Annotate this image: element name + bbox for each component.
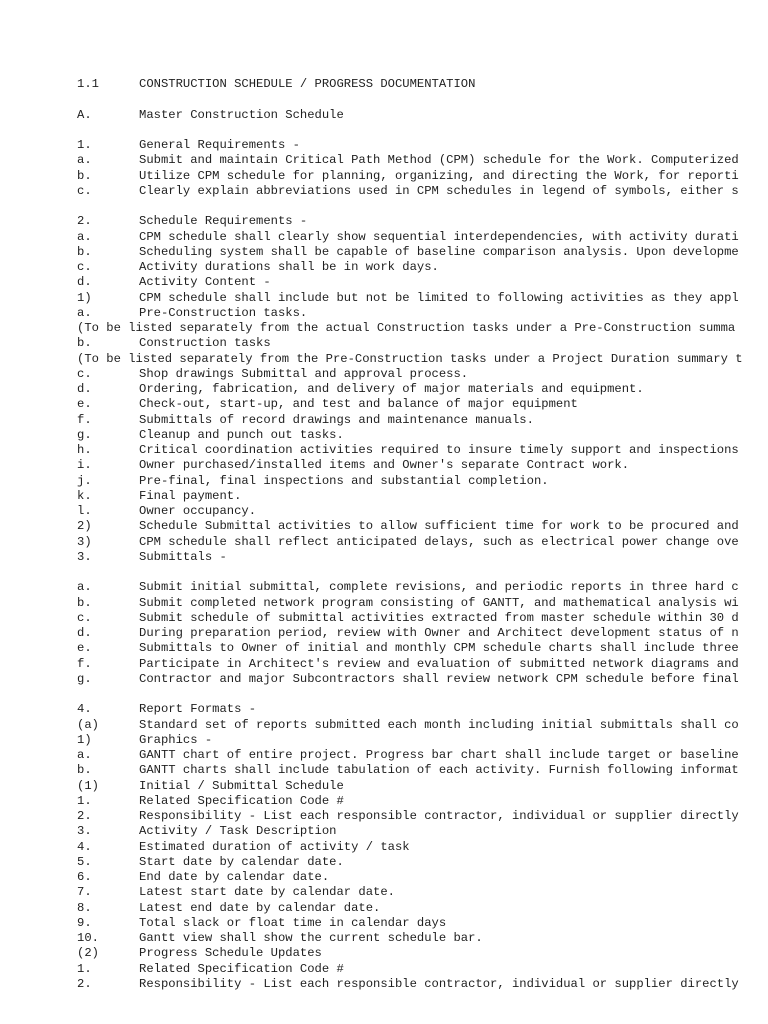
item-text: Responsibility - List each responsible contractor, individual or supplier directly <box>139 809 739 823</box>
item-text: Report Formats - <box>139 702 257 717</box>
document-line <box>0 718 768 733</box>
item-text: Cleanup and punch out tasks. <box>139 427 344 442</box>
item-label: 4. <box>77 702 92 717</box>
item-text: CONSTRUCTION SCHEDULE / PROGRESS DOCUMENTATION <box>139 77 476 91</box>
document-line <box>0 519 768 534</box>
item-text: Standard set of reports submitted each month including initial submittals shall co <box>139 717 739 732</box>
document-line <box>0 611 768 626</box>
document-line <box>0 672 768 687</box>
item-text: Owner occupancy. <box>139 504 257 518</box>
item-text: Pre-Construction tasks. <box>139 305 308 320</box>
document-line <box>0 458 768 473</box>
document-line <box>0 916 768 931</box>
document-line <box>0 931 768 946</box>
item-label: c. <box>77 260 92 274</box>
item-label: b. <box>77 763 92 778</box>
document-line <box>0 748 768 763</box>
item-label: 8. <box>77 900 92 915</box>
blank-line <box>0 687 768 702</box>
item-text: Latest end date by calendar date. <box>139 900 381 915</box>
item-label: g. <box>77 671 92 686</box>
item-label: a. <box>77 229 92 244</box>
item-label: d. <box>77 275 92 290</box>
item-text: Submittals of record drawings and maintenance manuals. <box>139 412 534 427</box>
item-text: Total slack or float time in calendar days <box>139 915 447 930</box>
document-line <box>0 779 768 794</box>
item-label: a. <box>77 580 92 595</box>
document-line <box>0 626 768 641</box>
item-text: Schedule Requirements - <box>139 214 308 229</box>
item-label: 2. <box>77 809 92 823</box>
item-label: b. <box>77 168 92 183</box>
document-line <box>0 352 768 367</box>
item-label: 10. <box>77 931 99 945</box>
item-text: Progress Schedule Updates <box>139 946 322 961</box>
item-text: GANTT chart of entire project. Progress bar chart shall include target or baseline <box>139 748 739 762</box>
item-text: During preparation period, review with Owner and Architect development status of n <box>139 626 739 640</box>
item-label: f. <box>77 412 92 427</box>
note-text: (To be listed separately from the Pre-Construction tasks under a Project Duration summary t <box>77 351 743 366</box>
item-text: Initial / Submittal Schedule <box>139 778 344 793</box>
item-label: 5. <box>77 854 92 869</box>
item-text: Ordering, fabrication, and delivery of major materials and equipment. <box>139 382 644 396</box>
item-label: c. <box>77 366 92 381</box>
item-text: Scheduling system shall be capable of baseline comparison analysis. Upon developme <box>139 244 739 259</box>
document-line <box>0 474 768 489</box>
item-label: 3) <box>77 534 92 549</box>
document-line <box>0 321 768 336</box>
item-label: 1) <box>77 290 92 305</box>
document-line <box>0 809 768 824</box>
item-text: General Requirements - <box>139 138 300 152</box>
item-text: Schedule Submittal activities to allow sufficient time for work to be procured and <box>139 519 739 534</box>
item-text: Master Construction Schedule <box>139 107 344 122</box>
document-body <box>0 77 768 992</box>
item-text: Owner purchased/installed items and Owner's separate Contract work. <box>139 458 630 473</box>
item-label: d. <box>77 382 92 396</box>
note-text: (To be listed separately from the actual Construction tasks under a Pre-Construction summa <box>77 321 736 335</box>
item-label: 1. <box>77 793 92 808</box>
item-text: Submit initial submittal, complete revisions, and periodic reports in three hard c <box>139 580 739 595</box>
item-text: Latest start date by calendar date. <box>139 885 395 900</box>
item-label: 6. <box>77 870 92 884</box>
document-line <box>0 962 768 977</box>
item-text: Activity Content - <box>139 275 271 290</box>
item-text: Activity / Task Description <box>139 824 337 839</box>
document-line <box>0 763 768 778</box>
item-label: 9. <box>77 915 92 930</box>
item-label: i. <box>77 458 92 473</box>
item-text: Clearly explain abbreviations used in CPM schedules in legend of symbols, either s <box>139 183 739 198</box>
document-line <box>0 184 768 199</box>
document-line <box>0 489 768 504</box>
item-text: Gantt view shall show the current schedule bar. <box>139 931 483 945</box>
item-label: (1) <box>77 778 99 793</box>
document-line <box>0 214 768 229</box>
document-line <box>0 977 768 992</box>
item-label: 2. <box>77 976 92 991</box>
document-line <box>0 504 768 519</box>
item-label: 1. <box>77 138 92 152</box>
item-label: 4. <box>77 839 92 854</box>
item-text: Shop drawings Submittal and approval process. <box>139 366 469 381</box>
item-text: Responsibility - List each responsible contractor, individual or supplier directly <box>139 976 739 991</box>
document-line <box>0 794 768 809</box>
item-text: Pre-final, final inspections and substantial completion. <box>139 473 549 488</box>
item-text: Critical coordination activities required to insure timely support and inspections <box>139 443 739 457</box>
document-line <box>0 580 768 595</box>
item-label: 2) <box>77 519 92 534</box>
item-label: (a) <box>77 717 99 732</box>
item-label: c. <box>77 610 92 625</box>
document-line <box>0 367 768 382</box>
document-line <box>0 382 768 397</box>
item-label: b. <box>77 336 92 351</box>
document-line <box>0 901 768 916</box>
item-label: 1.1 <box>77 77 99 91</box>
item-text: Graphics - <box>139 732 213 747</box>
document-line <box>0 550 768 565</box>
document-line <box>0 824 768 839</box>
item-text: Estimated duration of activity / task <box>139 839 410 854</box>
document-line <box>0 230 768 245</box>
document-line <box>0 397 768 412</box>
blank-line <box>0 565 768 580</box>
item-label: e. <box>77 641 92 656</box>
document-line <box>0 169 768 184</box>
item-text: Submittals to Owner of initial and monthly CPM schedule charts shall include three <box>139 641 739 656</box>
blank-line <box>0 123 768 138</box>
document-line <box>0 153 768 168</box>
item-text: End date by calendar date. <box>139 870 330 884</box>
document-line <box>0 946 768 961</box>
item-text: Utilize CPM schedule for planning, organizing, and directing the Work, for reporti <box>139 168 739 183</box>
item-label: (2) <box>77 946 99 961</box>
item-text: Activity durations shall be in work days. <box>139 260 439 274</box>
item-text: Participate in Architect's review and evaluation of submitted network diagrams and <box>139 656 739 671</box>
blank-line <box>0 92 768 107</box>
document-line <box>0 443 768 458</box>
item-label: 3. <box>77 824 92 839</box>
item-text: Start date by calendar date. <box>139 854 344 869</box>
document-line <box>0 77 768 92</box>
document-line <box>0 138 768 153</box>
item-label: a. <box>77 153 92 168</box>
item-label: b. <box>77 244 92 259</box>
item-label: 3. <box>77 549 92 564</box>
document-line <box>0 870 768 885</box>
item-label: d. <box>77 626 92 640</box>
item-text: CPM schedule shall reflect anticipated delays, such as electrical power change ove <box>139 534 739 549</box>
document-line <box>0 657 768 672</box>
document-line <box>0 596 768 611</box>
document-line <box>0 733 768 748</box>
item-label: l. <box>77 504 92 518</box>
item-text: Submit and maintain Critical Path Method (CPM) schedule for the Work. Computerized <box>139 153 739 168</box>
item-label: k. <box>77 488 92 503</box>
item-text: Related Specification Code # <box>139 793 344 808</box>
item-label: j. <box>77 473 92 488</box>
item-text: CPM schedule shall clearly show sequential interdependencies, with activity durati <box>139 229 739 244</box>
document-line <box>0 306 768 321</box>
document-line <box>0 535 768 550</box>
item-label: c. <box>77 183 92 198</box>
item-label: 7. <box>77 885 92 900</box>
item-text: Contractor and major Subcontractors shall review network CPM schedule before final <box>139 671 739 686</box>
document-line <box>0 885 768 900</box>
document-line <box>0 275 768 290</box>
document-line <box>0 641 768 656</box>
item-text: Construction tasks <box>139 336 271 351</box>
item-label: A. <box>77 107 92 122</box>
document-line <box>0 260 768 275</box>
document-line <box>0 702 768 717</box>
item-label: a. <box>77 748 92 762</box>
item-label: f. <box>77 656 92 671</box>
item-text: Final payment. <box>139 488 242 503</box>
item-label: h. <box>77 443 92 457</box>
item-label: e. <box>77 397 92 412</box>
item-label: a. <box>77 305 92 320</box>
document-line <box>0 108 768 123</box>
item-label: 1) <box>77 732 92 747</box>
item-text: CPM schedule shall include but not be limited to following activities as they appl <box>139 290 739 305</box>
item-label: 2. <box>77 214 92 229</box>
document-line <box>0 413 768 428</box>
item-text: GANTT charts shall include tabulation of each activity. Furnish following informat <box>139 763 739 778</box>
document-line <box>0 840 768 855</box>
document-line <box>0 245 768 260</box>
item-label: g. <box>77 427 92 442</box>
document-line <box>0 336 768 351</box>
document-line <box>0 291 768 306</box>
item-label: b. <box>77 595 92 610</box>
document-line <box>0 428 768 443</box>
item-text: Submit schedule of submittal activities extracted from master schedule within 30 d <box>139 610 739 625</box>
item-text: Related Specification Code # <box>139 961 344 976</box>
item-label: 1. <box>77 961 92 976</box>
item-text: Submit completed network program consisting of GANTT, and mathematical analysis wi <box>139 595 739 610</box>
item-text: Check-out, start-up, and test and balance of major equipment <box>139 397 578 412</box>
item-text: Submittals - <box>139 549 227 564</box>
document-line <box>0 855 768 870</box>
blank-line <box>0 199 768 214</box>
